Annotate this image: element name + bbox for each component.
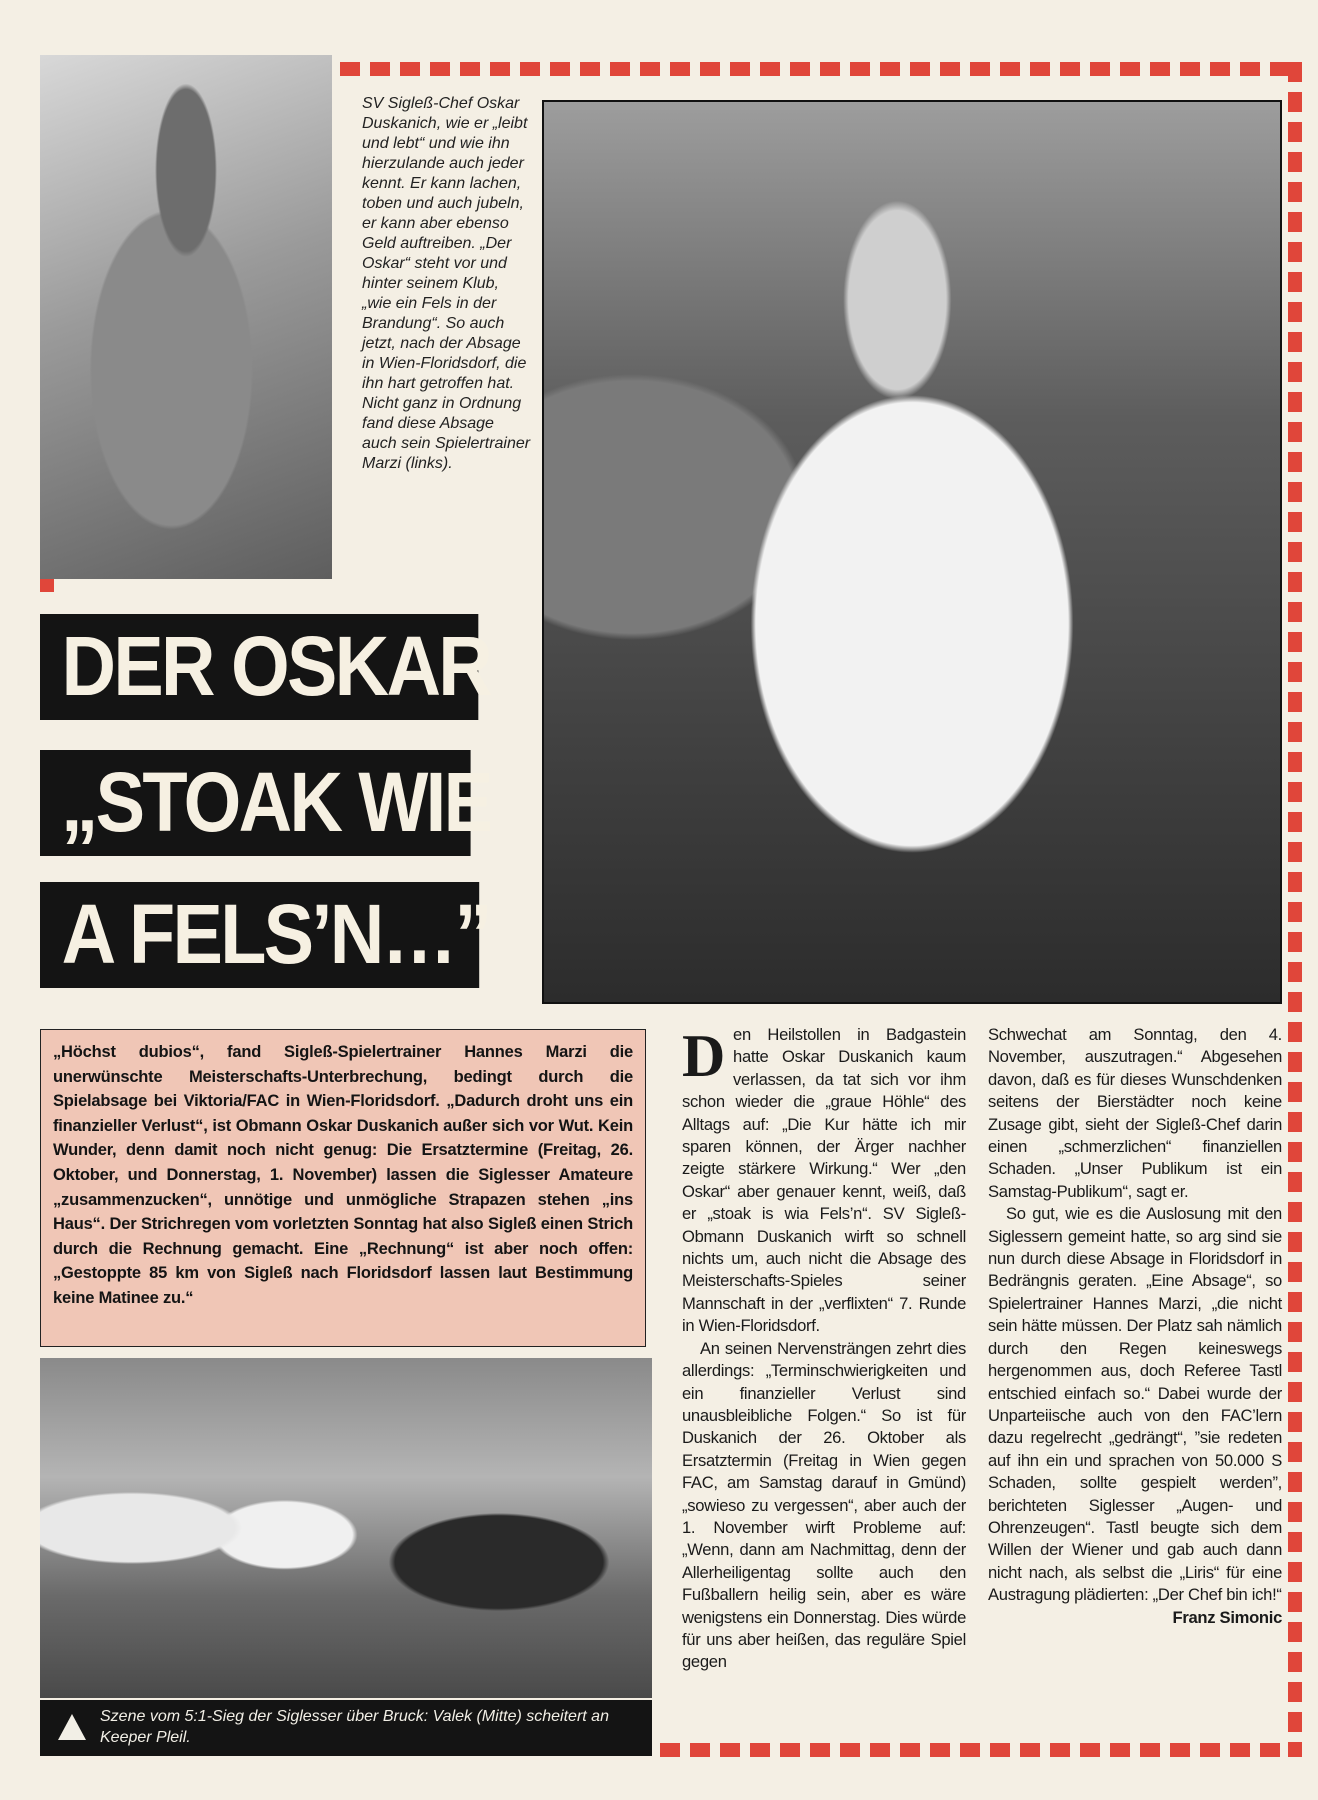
photo-player-portrait: [40, 55, 332, 579]
article-text: en Heilstollen in Badgastein hatte Oskar Duskanich kaum verlassen, da tat sich vor ihm schon wieder die „graue Höhle“ des Alltags auf: „Die Kur hätte ich mir sparen können, der Ärger nachher zeigte stärkere Wirkung.“ Wer „den Oskar“ aber genauer kennt, weiß, daß er „stoak is wia Fels’n“. SV Sigleß-Obmann Duskanich wirft so schnell nichts um, auch nicht die Absage des Meisterschafts-Spieles seiner Mannschaft in der „verflixten“ 7. Runde in Wien-Floridsdorf.: [682, 1025, 966, 1336]
author-byline: Franz Simonic: [1172, 1607, 1282, 1627]
headline-line-2: „STOAK WIE: [40, 750, 471, 856]
article-paragraph: So gut, wie es die Auslosung mit den Siglessern gemeint hatte, so arg sind sie nun durch diese Absage in Floridsdorf in Bedrängnis geraten. „Eine Absage“, so Spielertrainer Hannes Marzi, „die nicht sein hätte müssen. Der Platz sah nämlich durch den Regen keineswegs hergenommen aus, doch Referee Tastl entschied einfach so.“ Dabei wurde der Unparteiische auch von den FAC’lern dazu regelrecht „gedrängt“, ”sie redeten auf ihn ein und sprachen von 50.000 S Schaden, sollte gespielt werden”, berichteten Siglesser „Augen- und Ohrenzeugen“. Tastl beugte sich dem Willen der Wiener und gab auch dann nicht nach, als selbst die „Liris“ für eine Austragung plädierten: „Der Chef bin ich!“: [988, 1204, 1282, 1605]
article-column-2: [988, 1024, 1282, 1629]
article-paragraph: Schwechat am Sonntag, den 4. November, auszutragen.“ Abgesehen davon, daß es für dieses Wunschdenken seitens der Bierstädter noch keine Zusage gibt, sieht der Sigleß-Chef darin einen „schmerzlichen“ finanziellen Schaden. „Unser Publikum ist ein Samstag-Publikum“, sagt er.: [988, 1025, 1282, 1201]
scene-caption-box: [40, 1700, 652, 1756]
border-right-dashes: [1288, 62, 1302, 1757]
photo-match-scene: [40, 1358, 652, 1698]
headline-line-3: A FELS’N…”: [40, 882, 479, 988]
portrait-caption: SV Sigleß-Chef Oskar Duskanich, wie er „leibt und lebt“ und wie ihn hierzulande auch jeder kennt. Er kann lachen, toben und auch jubeln, er kann aber ebenso Geld auftreiben. „Der Oskar“ steht vor und hinter seinem Klub, „wie ein Fels in der Brandung“. So auch jetzt, nach der Absage in Wien-Floridsdorf, die ihn hart getroffen hat. Nicht ganz in Ordnung fand diese Absage auch sein Spielertrainer Marzi (links).: [362, 95, 531, 472]
article-paragraph: [682, 1024, 966, 1338]
arrow-up-icon: [58, 1714, 86, 1740]
border-bottom-dashes: [660, 1743, 1302, 1757]
photo-oskar-duskanich: [542, 100, 1282, 1004]
headline-line-1: DER OSKAR: [40, 614, 478, 720]
article-paragraph: An seinen Nervensträngen zehrt dies allerdings: „Terminschwierigkeiten und ein finanzieller Verlust sind unausbleibliche Folgen.“ So ist für Duskanich der 26. Oktober als Ersatztermin (Freitag in Wien gegen FAC, am Samstag darauf in Gmünd) „sowieso zu vergessen“, aber auch der 1. November wirft Probleme auf: „Wenn, dann am Nachmittag, denn der Allerheiligentag sollte auch den Fußballern heilig sein, aber es wäre wenigstens ein Donnerstag. Dies würde für uns aber heißen, das reguläre Spiel gegen: [682, 1338, 966, 1672]
lead-paragraph: „Höchst dubios“, fand Sigleß-Spielertrainer Hannes Marzi die unerwünschte Meisterschafts-Unterbrechung, bedingt durch die Spielabsage bei Viktoria/FAC in Wien-Floridsdorf. „Dadurch droht uns ein finanzieller Verlust“, ist Obmann Oskar Duskanich außer sich vor Wut. Kein Wunder, denn damit noch nicht genug: Die Ersatztermine (Freitag, 26. Oktober, und Donnerstag, 1. November) lassen die Siglesser Amateure „zusammenzucken“, unnötige und unmögliche Strapazen stehen „ins Haus“. Der Strichregen vom vorletzten Sonntag hat also Sigleß einen Strich durch die Rechnung gemacht. Eine „Rechnung“ ist aber noch offen: „Gestoppte 85 km von Sigleß nach Floridsdorf lassen laut Bestimmung keine Matinee zu.“: [40, 1029, 646, 1347]
drop-cap: D: [682, 1023, 726, 1089]
scene-caption-text: Szene vom 5:1-Sieg der Siglesser über Bruck: Valek (Mitte) scheitert an Keeper Pleil.: [100, 1708, 609, 1746]
article-column-1: [682, 1024, 966, 1674]
